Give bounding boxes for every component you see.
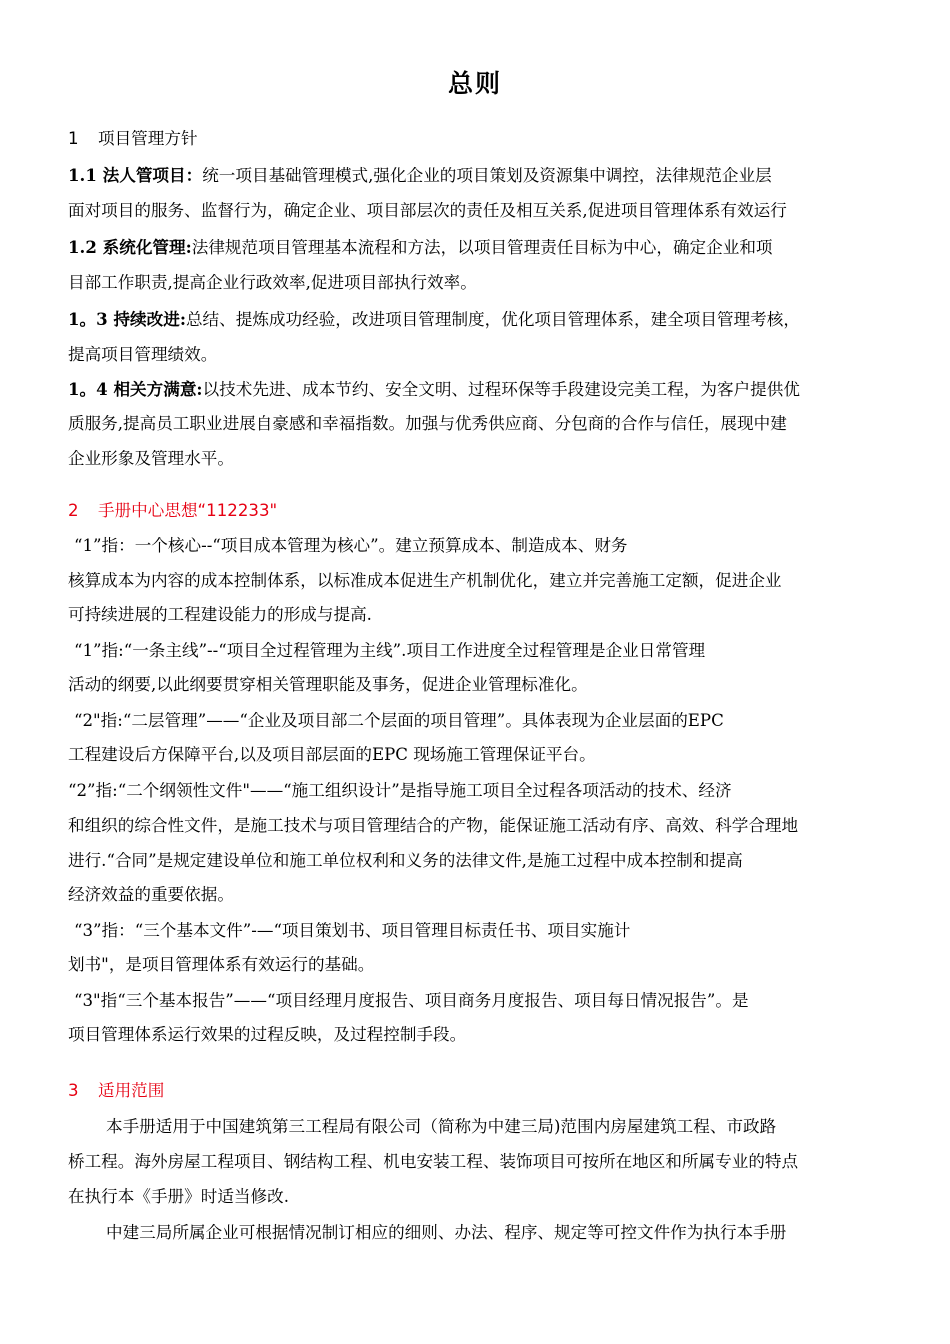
section-3-number: 3 <box>68 1081 79 1100</box>
section-1-heading <box>68 122 198 156</box>
section-2-line: “3"指“三个基本报告”——“项目经理月度报告、项目商务月度报告、项目每日情况报告”。是 <box>74 991 749 1010</box>
section-2-line: 经济效益的重要依据。 <box>68 885 234 904</box>
paragraph-1-2-text-1: 法律规范项目管理基本流程和方法，以项目管理责任目标为中心，确定企业和项 <box>191 238 773 257</box>
paragraph-1-3-text-1: 总结、提炼成功经验，改进项目管理制度，优化项目管理体系，建全项目管理考核， <box>185 310 800 329</box>
paragraph-1-4-text-1: 以技术先进、成本节约、安全文明、过程环保等手段建设完美工程，为客户提供优 <box>202 380 800 399</box>
paragraph-1-3-label: 1。3 持续改进: <box>68 309 186 329</box>
paragraph-1-4-line-3: 企业形象及管理水平。 <box>68 449 234 468</box>
section-2-line: 划书"，是项目管理体系有效运行的基础。 <box>68 955 375 974</box>
section-2-line: 活动的纲要,以此纲要贯穿相关管理职能及事务，促进企业管理标准化。 <box>68 675 588 694</box>
section-1-title: 项目管理方针 <box>98 129 198 148</box>
section-3-title: 适用范围 <box>98 1081 165 1100</box>
section-2-line: “1”指：一个核心--“项目成本管理为核心”。建立预算成本、制造成本、财务 <box>74 536 628 555</box>
paragraph-1-3-line-1 <box>68 302 800 337</box>
paragraph-1-4-line-1 <box>68 372 800 407</box>
paragraph-1-4-label: 1。4 相关方满意: <box>68 379 203 399</box>
paragraph-1-1-label: 1.1 法人管项目： <box>68 165 203 185</box>
section-2-number: 2 <box>68 501 79 520</box>
section-2-line: 进行.“合同”是规定建设单位和施工单位权利和义务的法律文件,是施工过程中成本控制和提高 <box>68 851 743 870</box>
paragraph-1-3-line-2: 提高项目管理绩效。 <box>68 345 218 364</box>
section-3-line: 本手册适用于中国建筑第三工程局有限公司（简称为中建三局)范围内房屋建筑工程、市政路 <box>106 1117 777 1136</box>
section-2-line: “2”指:“二个纲领性文件"——“施工组织设计”是指导施工项目全过程各项活动的技术、经济 <box>68 781 732 800</box>
paragraph-1-2-label: 1.2 系统化管理: <box>68 237 192 257</box>
section-2-heading <box>68 494 277 528</box>
section-2-line: 核算成本为内容的成本控制体系，以标准成本促进生产机制优化，建立并完善施工定额，促进企业 <box>68 571 782 590</box>
section-3-line: 中建三局所属企业可根据情况制订相应的细则、办法、程序、规定等可控文件作为执行本手册 <box>106 1223 787 1242</box>
section-3-line: 在执行本《手册》时适当修改. <box>68 1187 289 1206</box>
section-3-line: 桥工程。海外房屋工程项目、钢结构工程、机电安装工程、装饰项目可按所在地区和所属专业的特点 <box>68 1152 799 1171</box>
paragraph-1-2-line-2: 目部工作职责,提高企业行政效率,促进项目部执行效率。 <box>68 273 477 292</box>
section-2-title: 手册中心思想“112233" <box>98 501 278 520</box>
section-1-number: 1 <box>68 129 79 148</box>
paragraph-1-1-text-1: 统一项目基础管理模式,强化企业的项目策划及资源集中调控，法律规范企业层 <box>202 166 772 185</box>
section-3-heading <box>68 1074 164 1108</box>
page-title: 总则 <box>447 69 502 98</box>
section-2-line: 和组织的综合性文件，是施工技术与项目管理结合的产物，能保证施工活动有序、高效、科学合理地 <box>68 816 799 835</box>
paragraph-1-1-line-1 <box>68 158 772 193</box>
paragraph-1-1-line-2: 面对项目的服务、监督行为，确定企业、项目部层次的责任及相互关系,促进项目管理体系有效运行 <box>68 201 787 220</box>
paragraph-1-2-line-1 <box>68 230 773 265</box>
section-2-line: 可持续进展的工程建设能力的形成与提高. <box>68 605 372 624</box>
paragraph-1-4-line-2: 质服务,提高员工职业进展自豪感和幸福指数。加强与优秀供应商、分包商的合作与信任，展现中建 <box>68 414 787 433</box>
section-2-line: “1”指:“一条主线”--“项目全过程管理为主线”.项目工作进度全过程管理是企业日常管理 <box>74 641 706 660</box>
section-2-line: 项目管理体系运行效果的过程反映，及过程控制手段。 <box>68 1025 467 1044</box>
section-2-line: “2"指:“二层管理”——“企业及项目部二个层面的项目管理”。具体表现为企业层面的EPC <box>74 711 724 730</box>
section-2-line: “3”指：“三个基本文件”-—“项目策划书、项目管理目标责任书、项目实施计 <box>74 921 631 940</box>
section-2-line: 工程建设后方保障平台,以及项目部层面的EPC 现场施工管理保证平台。 <box>68 745 596 764</box>
